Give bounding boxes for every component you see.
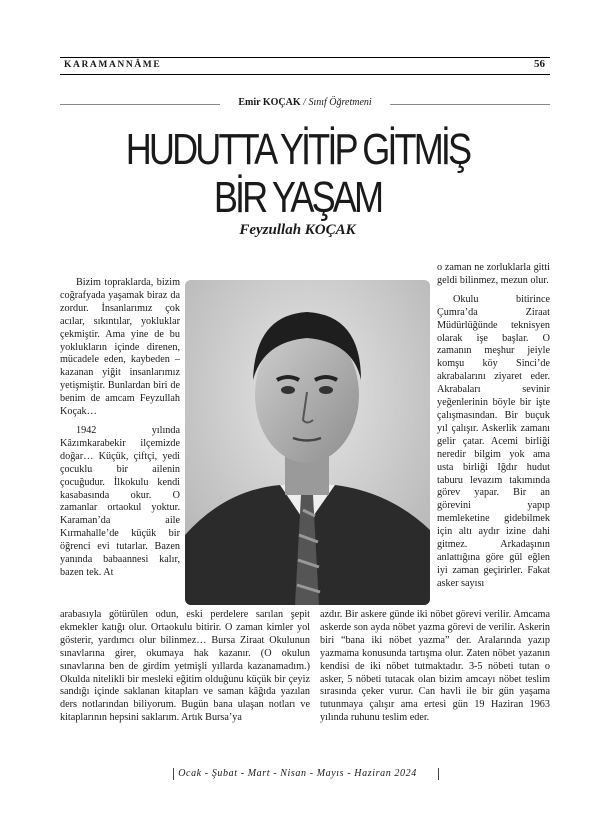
header-rule-bottom [60, 74, 550, 75]
byline-separator: / [300, 97, 309, 108]
bottom-left-text [60, 609, 310, 725]
bottom-right-text [320, 609, 550, 725]
footer-issue: Ocak - Şubat - Mart - Nisan - Mayıs - Haziran 2024 [178, 768, 417, 779]
byline-author: Emir KOÇAK [238, 97, 301, 108]
portrait-photo [185, 280, 430, 605]
portrait-illustration [185, 280, 430, 605]
bottom-left-paragraph: arabasıyla götürülen odun, eski perdelere sarılan şepit ekmekler katığı olur. Ortaokulu bitirir. O zaman kimler yol gösterir, yardımcı olur bilinmez… Bursa Ziraat Okulunun sınavlarına girer, okumaya hak kazanır. (O okulun sınavlarına ben de girdim yetmişli yıllarda kazanamadım.) Okulda nitelikli bir mesleki eğitim olduğunu küçük bir çeyiz sandığı içinde saklanan kitapları ve saman kâğıda yazılan ders notlarından biliyorum. Bugün bana ulaşan notları ve kitaplarının hepsini saklarım. Artık Bursa’ya [60, 609, 310, 724]
bottom-right-paragraph: azdır. Bir askere günde iki nöbet görevi verilir. Amcama askerde son ayda nöbet yazma görevi de verilir. Askerin biri “bana iki nöbet yazma” der. Aralarında yazıp yazmama konusunda tartışma olur. Zaten nöbet yazanın kendisi de iki nöbet tutmaktadır. 3-5 nöbeti tutan o asker, 5 nöbeti tutacak olan bizim amcayı nöbet teslim sırasında çeker vurur. Can havli ile bir gün yaşama tutunmaya çalışır ama ertesi gün 19 Haziran 1963 yılında ruhunu teslim eder. [320, 609, 550, 724]
article-subtitle: Feyzullah KOÇAK [239, 222, 356, 238]
header-rule-top [60, 57, 550, 58]
right-paragraph-2: Okulu bitirince Çumra’da Ziraat Müdürlüğünde teknisyen olarak işe başlar. O zamanın meşhur jeiyle komşu köy Sinci’de akrabalarını ziyaret eder. Akrabaları sevinir yeğenlerinin böyle bir işte çalışmasından. Bir buçuk yıl çalışır. Askerlik zamanı gelir çatar. Acemi birliği neredir bilgim yok ama usta birliği Iğdır hudut taburu levazım takımında görev yapar. Bir an görevini yapıp memleketine gidebilmek için altı aydır izine dahi gitmez. Arkadaşının anlattığına göre gül eğlen iyi zaman geçirirler. Fakat asker sayısı [437, 293, 550, 589]
page-number: 56 [534, 58, 545, 70]
article-title-line1: HUDUTTA YİTİP GİTMİŞ [125, 125, 470, 174]
left-paragraph-1: Bizim topraklarda, bizim coğrafyada yaşamak biraz da zordur. İnsanlarımız çok acılar, sıkıntılar, yokluklar çekmiştir. Ama yine de bu yoklukların içinde direnen, mücadele eden, kaybeden – kazanan yiğit insanlarımız yetişmiştir. Bunlardan biri de benim de amcam Feyzullah Koçak… [60, 277, 180, 418]
left-paragraph-2: 1942 yılında Kâzımkarabekir ilçemizde doğar… Küçük, çiftçi, yedi çocuklu bir ailenin çocuğudur. İlkokulu kendi kasabasında okur. O zamanlar ortaokul yoktur. Karaman’da aile Kırmahalle’de küçük bir öğrenci evi tutarlar. Bazen yanında babaannesi kalır, bazen tek. At [60, 424, 180, 578]
journal-name: KARAMANNÂME [64, 60, 162, 70]
right-column [437, 262, 550, 591]
article-title-line2: BİR YAŞAM [213, 173, 382, 222]
right-paragraph-1: o zaman ne zorluklarla gitti geldi bilinmez, mezun olur. [437, 262, 550, 286]
byline-role: Sınıf Öğretmeni [308, 97, 372, 108]
byline [60, 97, 550, 111]
left-column [60, 277, 180, 580]
